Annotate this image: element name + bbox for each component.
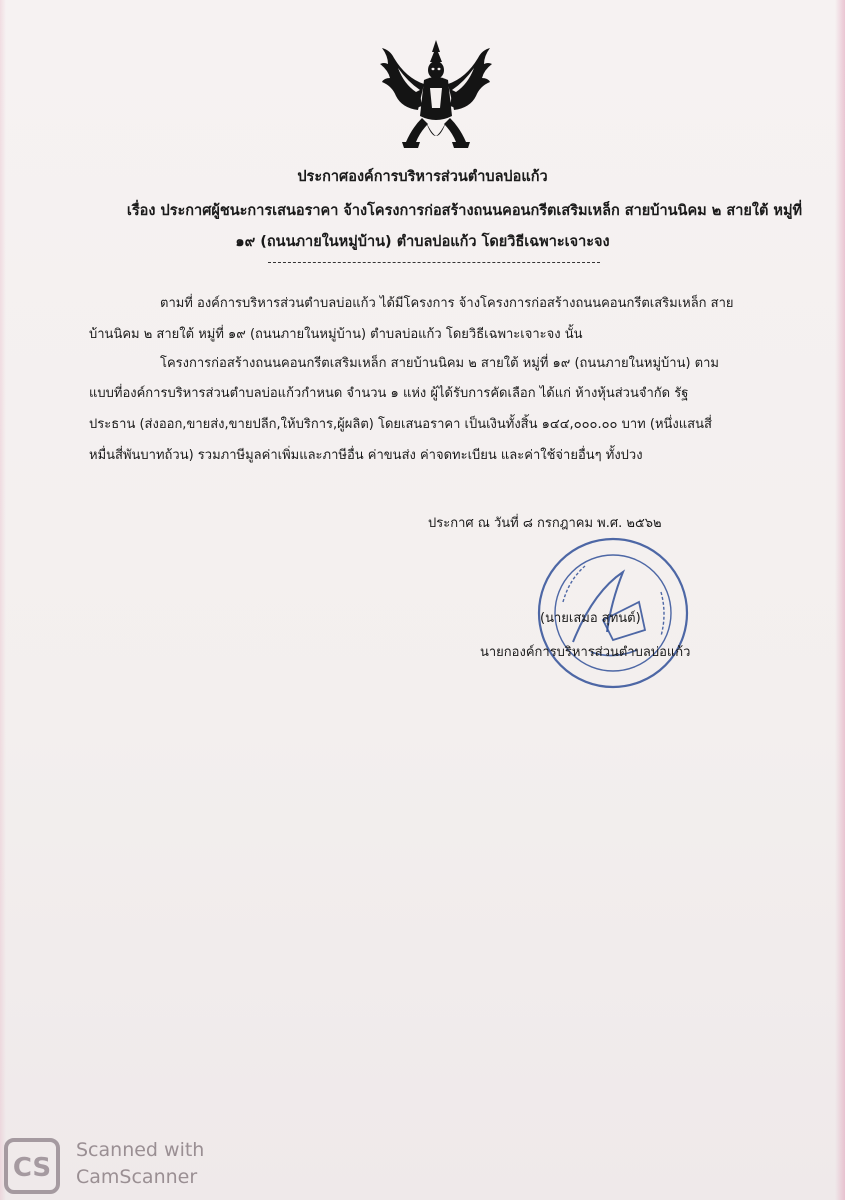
body-paragraph-2-line-4: หมื่นสี่พันบาทถ้วน) รวมภาษีมูลค่าเพิ่มและภาษีอื่น ค่าขนส่ง ค่าจดทะเบียน และค่าใช้จ่ายอื่นๆ ทั้งปวง [89, 448, 643, 463]
body-paragraph-2-line-3: ประธาน (ส่งออก,ขายส่ง,ขายปลีก,ให้บริการ,ผู้ผลิต) โดยเสนอราคา เป็นเงินทั้งสิ้น ๑๔๔,๐๐๐.๐๐ บาท (หนึ่งแสนสี่ [89, 417, 712, 432]
garuda-emblem-icon [376, 38, 496, 156]
body-paragraph-1-line-1: ตามที่ องค์การบริหารส่วนตำบลบ่อแก้ว ได้มีโครงการ จ้างโครงการก่อสร้างถนนคอนกรีตเสริมเหล็ก สาย [160, 296, 734, 311]
divider-line [268, 262, 600, 263]
body-paragraph-2-line-1: โครงการก่อสร้างถนนคอนกรีตเสริมเหล็ก สายบ้านนิคม ๒ สายใต้ หมู่ที่ ๑๙ (ถนนภายในหมู่บ้าน) ตาม [160, 356, 719, 371]
svg-text:CS: CS [12, 1153, 52, 1183]
signer-name: (นายเสมอ สุทนต์) [540, 611, 641, 626]
subject-line-1: เรื่อง ประกาศผู้ชนะการเสนอราคา จ้างโครงการก่อสร้างถนนคอนกรีตเสริมเหล็ก สายบ้านนิคม ๒ สายใต้ หมู่ที่ [126, 203, 803, 219]
camscanner-logo-icon [4, 1138, 60, 1194]
body-paragraph-2-line-2: แบบที่องค์การบริหารส่วนตำบลบ่อแก้วกำหนด จำนวน ๑ แห่ง ผู้ได้รับการคัดเลือก ได้แก่ ห้างหุ้นส่วนจำกัด รัฐ [89, 386, 689, 401]
watermark-line-2: CamScanner [76, 1166, 198, 1188]
body-paragraph-1-line-2: บ้านนิคม ๒ สายใต้ หมู่ที่ ๑๙ (ถนนภายในหมู่บ้าน) ตำบลบ่อแก้ว โดยวิธีเฉพาะเจาะจง นั้น [89, 327, 583, 342]
announcement-date: ประกาศ ณ วันที่ ๘ กรกฎาคม พ.ศ. ๒๕๖๒ [428, 516, 662, 531]
signer-title: นายกองค์การบริหารส่วนตำบลบ่อแก้ว [480, 645, 691, 660]
watermark-line-1: Scanned with [76, 1139, 205, 1161]
announcement-title: ประกาศองค์การบริหารส่วนตำบลบ่อแก้ว [297, 169, 548, 185]
subject-line-2: ๑๙ (ถนนภายในหมู่บ้าน) ตำบลบ่อแก้ว โดยวิธีเฉพาะเจาะจง [235, 234, 610, 250]
